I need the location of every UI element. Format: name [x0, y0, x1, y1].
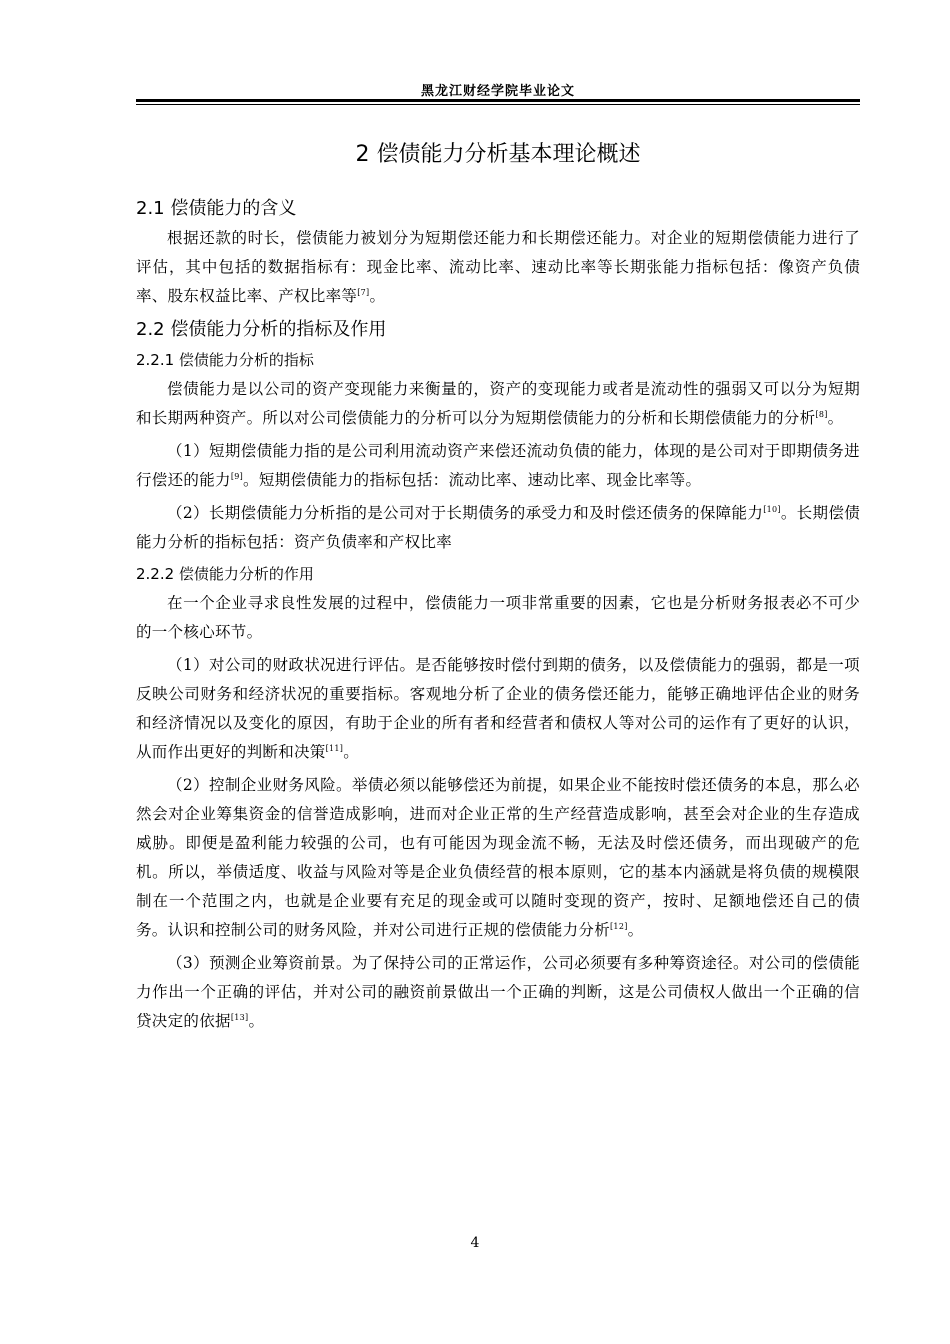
paragraph [136, 224, 860, 311]
paragraph [136, 437, 860, 495]
paragraph-text: （2）长期偿债能力分析指的是公司对于长期债务的承受力和及时偿还债务的保障能力 [167, 504, 764, 522]
paragraph-text: （1）对公司的财政状况进行评估。是否能够按时偿付到期的债务，以及偿债能力的强弱，都是一项反映公司财务和经济状况的重要指标。客观地分析了企业的债务偿还能力，能够正确地评估企业的财务和经济情况以及变化的原因，有助于企业的所有者和经营者和债权人等对公司的运作有了更好的认识，从而作出更好的判断和决策 [136, 656, 860, 761]
citation-ref: [11] [325, 744, 344, 753]
paragraph-tail: 。 [627, 921, 644, 939]
header-rule-thick [136, 99, 860, 102]
paragraph-text: 偿债能力是以公司的资产变现能力来衡量的，资产的变现能力或者是流动性的强弱又可以分为短期和长期两种资产。所以对公司偿债能力的分析可以分为短期偿债能力的分析和长期偿债能力的分析 [136, 380, 860, 427]
paragraph [136, 949, 860, 1036]
subsection-heading-2-2-1: 2.2.1 偿债能力分析的指标 [136, 351, 314, 369]
paragraph-tail: 。 [827, 409, 844, 427]
citation-ref: [12] [610, 922, 628, 931]
paragraph-text: 在一个企业寻求良性发展的过程中，偿债能力一项非常重要的因素，它也是分析财务报表必不可少的一个核心环节。 [136, 594, 860, 641]
chapter-title: 2 偿债能力分析基本理论概述 [355, 142, 641, 167]
paragraph [136, 375, 860, 433]
paragraph [136, 651, 860, 767]
page-body [136, 138, 860, 1040]
paragraph-tail: 。短期偿债能力的指标包括：流动比率、速动比率、现金比率等。 [243, 471, 702, 489]
citation-ref: [10] [763, 505, 781, 514]
header-rule-thin [136, 104, 860, 105]
paragraph-text: （1）短期偿债能力指的是公司利用流动资产来偿还流动负债的能力，体现的是公司对于即期债务进行偿还的能力 [136, 442, 860, 489]
paragraph-text: （2）控制企业财务风险。举债必须以能够偿还为前提，如果企业不能按时偿还债务的本息，那么必然会对企业筹集资金的信誉造成影响，进而对企业正常的生产经营造成影响，甚至会对企业的生存造成威胁。即便是盈利能力较强的公司，也有可能因为现金流不畅，无法及时偿还债务，而出现破产的危机。所以，举债适度、收益与风险对等是企业负债经营的根本原则，它的基本内涵就是将负债的规模限制在一个范围之内，也就是企业要有充足的现金或可以随时变现的资产，按时、足额地偿还自己的债务。认识和控制公司的财务风险，并对公司进行正规的偿债能力分析 [136, 776, 860, 939]
paragraph [136, 771, 860, 945]
section-heading-2-1: 2.1 偿债能力的含义 [136, 198, 297, 219]
paragraph-tail: 。 [248, 1012, 265, 1030]
subsection-heading-2-2-2: 2.2.2 偿债能力分析的作用 [136, 565, 314, 583]
citation-ref: [7] [357, 288, 370, 297]
paragraph [136, 499, 860, 557]
page-number: 4 [470, 1235, 480, 1251]
citation-ref: [13] [230, 1013, 249, 1022]
citation-ref: [9] [230, 472, 244, 481]
paragraph [136, 589, 860, 647]
paragraph-tail: 。 [343, 743, 360, 761]
paragraph-tail: 。长期偿债能力分析的指标包括：资产负债率和产权比率 [136, 504, 860, 551]
section-heading-2-2: 2.2 偿债能力分析的指标及作用 [136, 319, 387, 340]
paragraph-text: 根据还款的时长，偿债能力被划分为短期偿还能力和长期偿还能力。对企业的短期偿债能力进行了评估，其中包括的数据指标有：现金比率、流动比率、速动比率等长期张能力指标包括：像资产负债率、股东权益比率、产权比率等 [136, 229, 860, 305]
citation-ref: [8] [815, 410, 828, 419]
header-title: 黑龙江财经学院毕业论文 [420, 84, 575, 99]
paragraph-tail: 。 [369, 287, 386, 305]
paragraph-text: （3）预测企业筹资前景。为了保持公司的正常运作，公司必须要有多种筹资途径。对公司的偿债能力作出一个正确的评估，并对公司的融资前景做出一个正确的判断，这是公司债权人做出一个正确的信贷决定的依据 [136, 954, 860, 1030]
